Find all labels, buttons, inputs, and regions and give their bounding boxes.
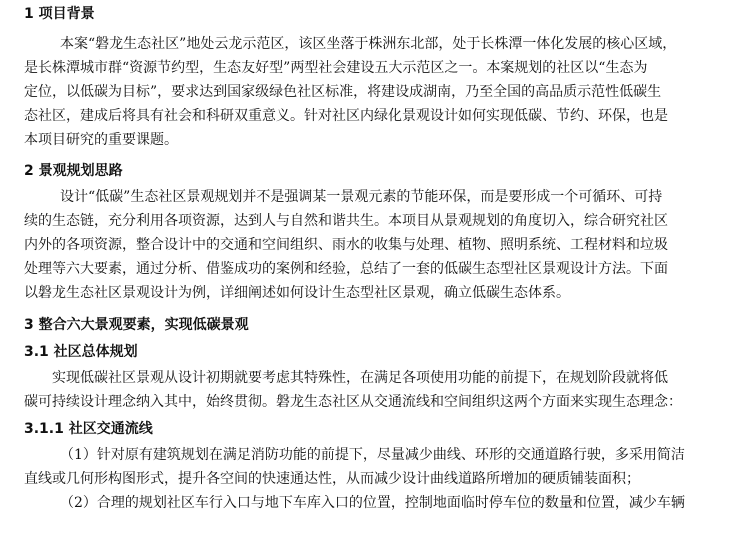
paragraph-line: 本案“磐龙生态社区”地处云龙示范区，该区坐落于株洲东北部，处于长株潭一体化发展的核心区域，	[60, 36, 677, 52]
paragraph-line: （1）针对原有建筑规划在满足消防功能的前提下，尽量减少曲线、环形的交通道路行驶，多采用简洁	[60, 447, 685, 463]
paragraph-line: 续的生态链，充分利用各项资源，达到人与自然和谐共生。本项目从景观规划的角度切入，综合研究社区	[24, 213, 668, 229]
paragraph-line: 实现低碳社区景观从设计初期就要考虑其特殊性，在满足各项使用功能的前提下，在规划阶段就将低	[52, 370, 668, 386]
paragraph-line: 处理等六大要素，通过分析、借鉴成功的案例和经验，总结了一套的低碳生态型社区景观设计方法。下面	[24, 261, 668, 277]
section-2-paragraph	[24, 185, 720, 305]
section-3-1-1-paragraph	[24, 443, 720, 515]
paragraph-line: （2）合理的规划社区车行入口与地下车库入口的位置，控制地面临时停车位的数量和位置，减少车辆	[60, 495, 685, 511]
paragraph-line: 直线或几何形构图形式，提升各空间的快速通达性，从而减少设计曲线道路所增加的硬质铺装面积；	[24, 471, 640, 487]
section-1-paragraph	[24, 32, 720, 152]
section-heading-3: 3 整合六大景观要素，实现低碳景观	[24, 317, 249, 333]
paragraph-line: 定位，以低碳为目标”，要求达到国家级绿色社区标准，将建设成湖南，乃至全国的高品质示范性低碳生	[24, 84, 662, 100]
paragraph-line: 态社区，建成后将具有社会和科研双重意义。针对社区内绿化景观设计如何实现低碳、节约、环保，也是	[24, 108, 668, 124]
paragraph-line: 本项目研究的重要课题。	[24, 132, 178, 148]
paragraph-line: 碳可持续设计理念纳入其中，始终贯彻。磐龙生态社区从交通流线和空间组织这两个方面来实现生态理念：	[24, 394, 682, 410]
section-heading-3-1-1: 3.1.1 社区交通流线	[24, 421, 153, 437]
section-3-1-paragraph	[24, 366, 720, 414]
paragraph-line: 是长株潭城市群“资源节约型，生态友好型”两型社会建设五大示范区之一。本案规划的社区以“生态为	[24, 60, 648, 76]
paragraph-line: 设计“低碳”生态社区景观规划并不是强调某一景观元素的节能环保，而是要形成一个可循环、可持	[60, 189, 663, 205]
paragraph-line: 内外的各项资源，整合设计中的交通和空间组织、雨水的收集与处理、植物、照明系统、工程材料和垃圾	[24, 237, 668, 253]
section-heading-3-1: 3.1 社区总体规划	[24, 344, 138, 360]
section-heading-2: 2 景观规划思路	[24, 163, 123, 179]
section-heading-1: 1 项目背景	[24, 6, 95, 22]
paragraph-line: 以磐龙生态社区景观设计为例，详细阐述如何设计生态型社区景观，确立低碳生态体系。	[24, 285, 570, 301]
